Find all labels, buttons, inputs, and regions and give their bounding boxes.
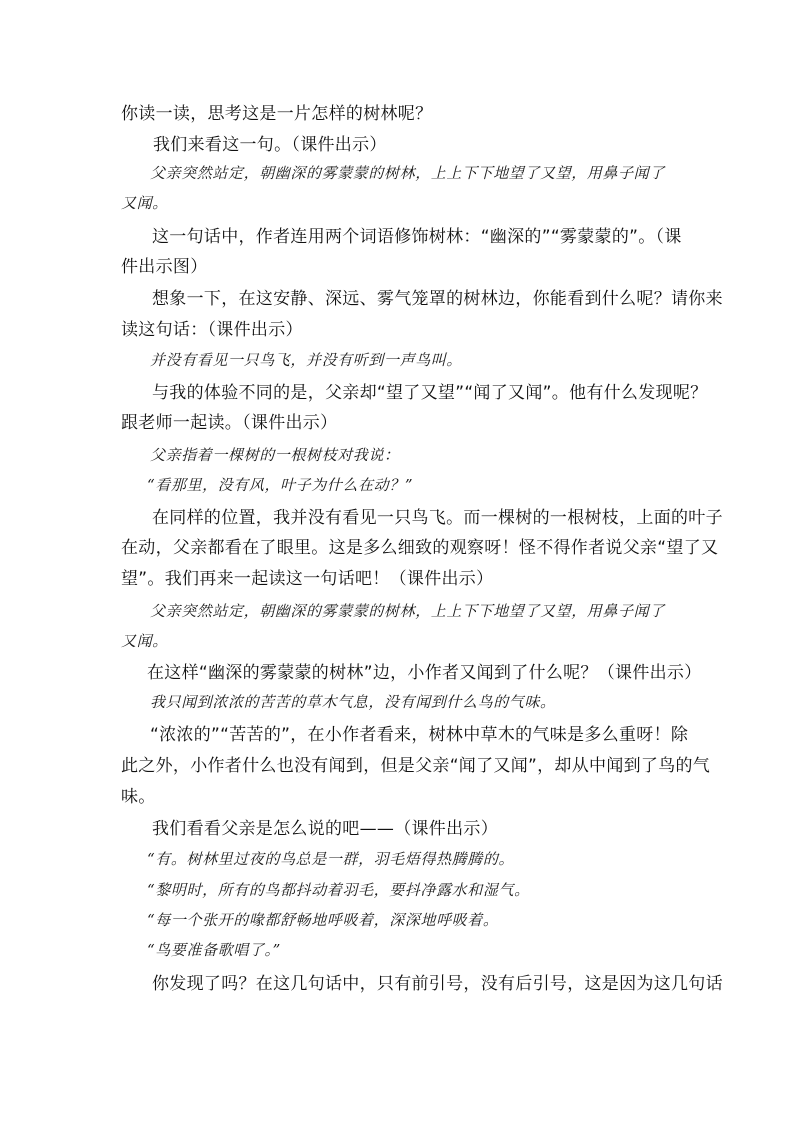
quote-line: “看那里，没有风，叶子为什么在动？” [147, 476, 414, 494]
quote-line: 父亲突然站定，朝幽深的雾蒙蒙的树林，上上下下地望了又望，用鼻子闻了 [150, 164, 665, 182]
text-line: 件出示图） [121, 257, 208, 277]
quote-line: 我只闻到浓浓的苦苦的草木气息，没有闻到什么鸟的气味。 [150, 693, 556, 711]
text-line: 这一句话中，作者连用两个词语修饰树林：“幽深的”“雾蒙蒙的”。（课 [152, 227, 682, 247]
quote-line: 又闻。 [121, 194, 168, 212]
quote-line: 父亲指着一棵树的一根树枝对我说： [150, 446, 400, 464]
text-line: 读这句话：（课件出示） [121, 320, 303, 340]
text-line: 我们来看这一句。（课件出示） [153, 135, 387, 155]
text-line: 跟老师一起读。（课件出示） [121, 413, 338, 433]
quote-line: “有。树林里过夜的鸟总是一群，羽毛焐得热腾腾的。 [147, 850, 515, 868]
text-line: 在同样的位置，我并没有看见一只鸟飞。而一棵树的一根树枝，上面的叶子 [152, 508, 723, 528]
text-line: 此之外，小作者什么也没有闻到，但是父亲“闻了又闻”，却从中闻到了鸟的气 [121, 756, 711, 776]
quote-line: 并没有看见一只鸟飞，并没有听到一声鸟叫。 [150, 351, 463, 369]
text-line: 味。 [121, 787, 156, 807]
text-line: 在动，父亲都看在了眼里。这是多么细致的观察呀！怪不得作者说父亲“望了又 [121, 538, 719, 558]
quote-line: 父亲突然站定，朝幽深的雾蒙蒙的树林，上上下下地望了又望，用鼻子闻了 [150, 602, 665, 620]
quote-line: “鸟要准备歌唱了。” [147, 941, 281, 959]
text-line: 望”。我们再来一起读这一句话吧！（课件出示） [121, 569, 494, 589]
text-line: 我们看看父亲是怎么说的吧——（课件出示） [152, 819, 498, 839]
text-line: 你发现了吗？在这几句话中，只有前引号，没有后引号，这是因为这几句话 [152, 974, 723, 994]
quote-line: “黎明时，所有的鸟都抖动着羽毛，要抖净露水和湿气。 [147, 881, 530, 899]
text-line: 与我的体验不同的是，父亲却“望了又望”“闻了又闻”。他有什么发现呢？ [152, 383, 708, 403]
text-line: “浓浓的”“苦苦的”，在小作者看来，树林中草木的气味是多么重呀！除 [150, 725, 689, 745]
quote-line: “每一个张开的喙都舒畅地呼吸着，深深地呼吸着。 [147, 911, 499, 929]
text-line: 在这样“幽深的雾蒙蒙的树林”边，小作者又闻到了什么呢？（课件出示） [147, 663, 702, 683]
text-line: 你读一读，思考这是一片怎样的树林呢？ [121, 104, 433, 124]
quote-line: 又闻。 [121, 632, 168, 650]
text-line: 想象一下，在这安静、深远、雾气笼罩的树林边，你能看到什么呢？请你来 [152, 289, 723, 309]
